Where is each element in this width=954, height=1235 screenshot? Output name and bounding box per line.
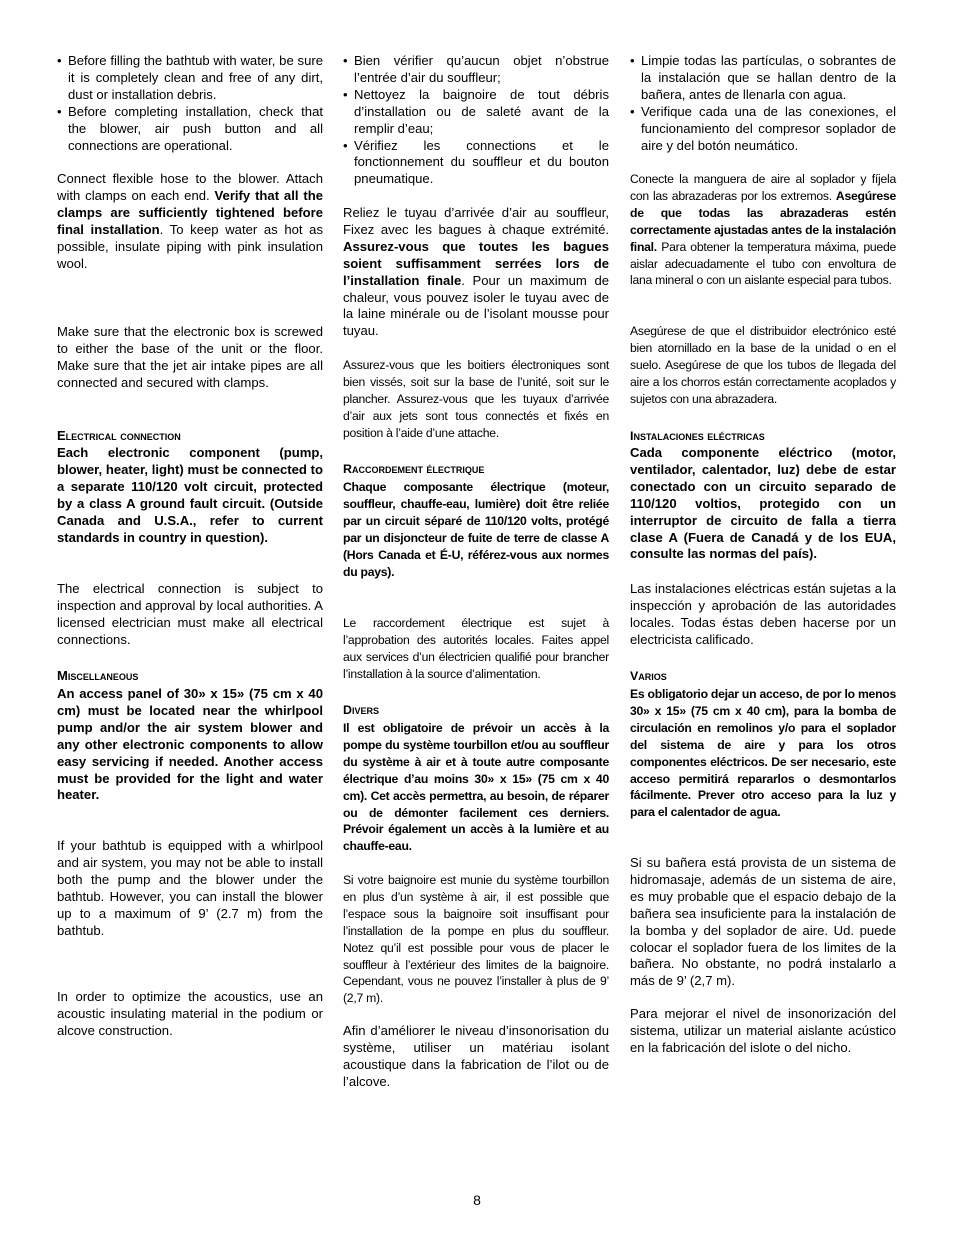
fr-acoustic-paragraph: Afin d’améliorer le niveau d’insonorisation du système, utiliser un matériau isolant acoustique dans la fabrication de l’ilot ou de l’alcove. bbox=[343, 1023, 609, 1089]
en-electrical-bold: Each electronic component (pump, blower, heater, light) must be connected to a separate 110/120 volt circuit, protected by a class A ground fault circuit. (Outside Canada and U.S.A., refer to current standards in country in question). bbox=[57, 445, 323, 545]
list-item: • Nettoyez la baignoire de tout débris d’installation ou de saleté avant de la remplir d’eau; bbox=[343, 87, 609, 138]
es-electrical-bold: Cada componente eléctrico (motor, ventilador, calentador, luz) debe de estar conectado con un circuito separado de 110/120 voltios, protegido con un interruptor de circuito de falla a tierra clase A (Fuera de Canadá y de los EUA, consulte las normas del país). bbox=[630, 445, 896, 562]
list-item: • Bien vérifier qu’aucun objet n’obstrue l’entrée d’air du souffleur; bbox=[343, 53, 609, 87]
es-hose-paragraph bbox=[630, 171, 896, 289]
fr-whirlpool-paragraph: Si votre baignoire est munie du système tourbillon en plus d’un système à air, il est possible que l’espace sous la baignoire soit insuffisant pour l’installation de la pompe en plus du souffleur. Notez qu’il est possible pour vous de placer le souffleur à l’extérieur des limites de la baignoire. Cependant, vous ne pouvez l’installer à plus de 9’ (2,7 m). bbox=[343, 873, 609, 1006]
fr-misc-bold: Il est obligatoire de prévoir un accès à la pompe du système tourbillon et/ou au souffleur du système à air et à toute autre composante électrique d’au moins 30» x 15» (75 cm x 40 cm). Cet accès permettra, au besoin, de réparer ou de démonter facilement ces derniers. Prévoir également un accès à la lumière et au chauffe-eau. bbox=[343, 721, 609, 854]
en-misc-heading: Miscellaneous bbox=[57, 668, 139, 683]
en-acoustic-paragraph: In order to optimize the acoustics, use an acoustic insulating material in the podium or alcove construction. bbox=[57, 989, 323, 1038]
es-whirlpool-paragraph: Si su bañera está provista de un sistema de hidromasaje, además de un sistema de aire, es muy probable que el espacio debajo de la bañera sea insuficiente para la instalación de la bomba y del soplador de aire. Ud. puede colocar el soplador fuera de los limites de la bañera. No obstante, no podrá instalarlo a más de 9’ (2,7 m). bbox=[630, 855, 896, 989]
es-box-paragraph: Asegúrese de que el distribuidor electrónico esté bien atornillado en la base de la unidad o en el suelo. Asegúrese de que los tubos de llegada del aire a los chorros están correctamente acoplados y sujetos con una abrazadera. bbox=[630, 324, 896, 406]
text: Reliez le tuyau d’arrivée d’air au souffleur, Fixez avec les bagues à chaque extrémité. bbox=[343, 205, 609, 237]
en-whirlpool-paragraph: If your bathtub is equipped with a whirlpool and air system, you may not be able to install both the pump and the blower under the bathtub. However, you can install the blower up to a maximum of 9’ (2.7 m) from the bathtub. bbox=[57, 838, 323, 938]
fr-electrical-text: Le raccordement électrique est sujet à l’approbation des autorités locales. Faites appel aux services d’un électricien qualifié pour brancher l’installation à la source d’alimentation. bbox=[343, 616, 609, 681]
text: Connect flexible hose to the blower. Attach with clamps on each end. bbox=[57, 171, 323, 203]
es-bullet-list bbox=[630, 53, 896, 154]
es-acoustic-paragraph: Para mejorar el nivel de insonorización del sistema, utilizar un material aislante acústico en la fabricación del islote o del nicho. bbox=[630, 1006, 896, 1055]
text: . Pour un maximum de chaleur, vous pouvez isoler le tuyau avec de la laine minérale ou de l’isolant mousse pour tuyau. bbox=[343, 272, 610, 339]
en-electrical-text: The electrical connection is subject to inspection and approval by local authorities. A licensed electrician must make all electrical connections. bbox=[57, 581, 323, 647]
list-item: • Before completing installation, check that the blower, air push button and all connections are operational. bbox=[57, 104, 323, 155]
text: . To keep water as hot as possible, insulate piping with pink insulation wool. bbox=[57, 221, 323, 271]
fr-misc-heading: Divers bbox=[343, 703, 379, 717]
en-misc-bold: An access panel of 30» x 15» (75 cm x 40 cm) must be located near the whirlpool pump and/or the air system blower and any other electronic components to allow easy servicing if needed. Another access must be provided for the light and water heater. bbox=[57, 686, 323, 803]
fr-hose-paragraph bbox=[343, 205, 609, 340]
fr-electrical-heading: Raccordement électrique bbox=[343, 462, 485, 476]
page-number: 8 bbox=[473, 1192, 481, 1208]
en-electrical-heading: Electrical connection bbox=[57, 428, 181, 443]
list-item: • Limpie todas las partículas, o sobrantes de la instalación que se hallan dentro de la bañera, antes de llenarla con agua. bbox=[630, 53, 896, 104]
fr-bullet-list bbox=[343, 53, 609, 188]
list-item: • Before filling the bathtub with water, be sure it is completely clean and free of any dirt, dust or installation debris. bbox=[57, 53, 323, 104]
en-hose-paragraph bbox=[57, 171, 323, 272]
es-electrical-text: Las instalaciones eléctricas están sujetas a la inspección y aprobación de las autoridades locales. Todas éstas deben hacerse por un electricista calificado. bbox=[630, 581, 896, 647]
en-box-paragraph: Make sure that the electronic box is screwed to either the base of the unit or the floor. Make sure that the jet air intake pipes are all connected and secured with clamps. bbox=[57, 324, 323, 390]
bold-text: Asegúrese de que todas las abrazaderas estén correctamente ajustadas antes de la instalación final. bbox=[630, 188, 896, 254]
list-item: • Vérifiez les connections et le fonctionnement du souffleur et du bouton pneumatique. bbox=[343, 138, 609, 189]
text: Conecte la manguera de aire al soplador y fíjela con las abrazaderas por los extremos. bbox=[630, 172, 896, 203]
en-bullet-list bbox=[57, 53, 323, 154]
fr-electrical-bold: Chaque composante électrique (moteur, souffleur, chauffe-eau, lumière) doit être reliée par un circuit séparé de 110/120 volts, protégé par un disjoncteur de fuite de terre de classe A (Hors Canada et É-U, référez-vous aux normes du pays). bbox=[343, 480, 609, 579]
es-misc-bold: Es obligatorio dejar un acceso, de por lo menos 30» x 15» (75 cm x 40 cm), para la bomba de circulación en remolinos y/o para el soplador del sistema de aire y para los otros componentes eléctricos. De ser necesario, este acceso permitirá repararlos o desmontarlos fácilmente. Prever otro acceso para la luz y para el calentador de agua. bbox=[630, 687, 896, 820]
es-misc-heading: Varios bbox=[630, 669, 667, 683]
list-item: • Verifique cada una de las conexiones, el funcionamiento del compresor soplador de aire y del botón neumático. bbox=[630, 104, 896, 155]
es-electrical-heading: Instalaciones eléctricas bbox=[630, 429, 765, 443]
text: Para obtener la temperatura máxima, puede aislar adecuadamente el tubo con envoltura de lana mineral o con un aislante especial para tubos. bbox=[630, 239, 896, 288]
bold-text: Assurez-vous que toutes les bagues soient suffisamment serrées lors de l’installation finale bbox=[343, 238, 609, 288]
fr-box-paragraph: Assurez-vous que les boitiers électroniques sont bien vissés, soit sur la base de l’unité, soit sur le plancher. Assurez-vous que les tuyaux d’arrivée d’air aux jets sont tous connectés et fixés en position à l’aide d’une attache. bbox=[343, 358, 609, 440]
bold-text: Verify that all the clamps are sufficiently tightened before final installation bbox=[57, 187, 323, 237]
